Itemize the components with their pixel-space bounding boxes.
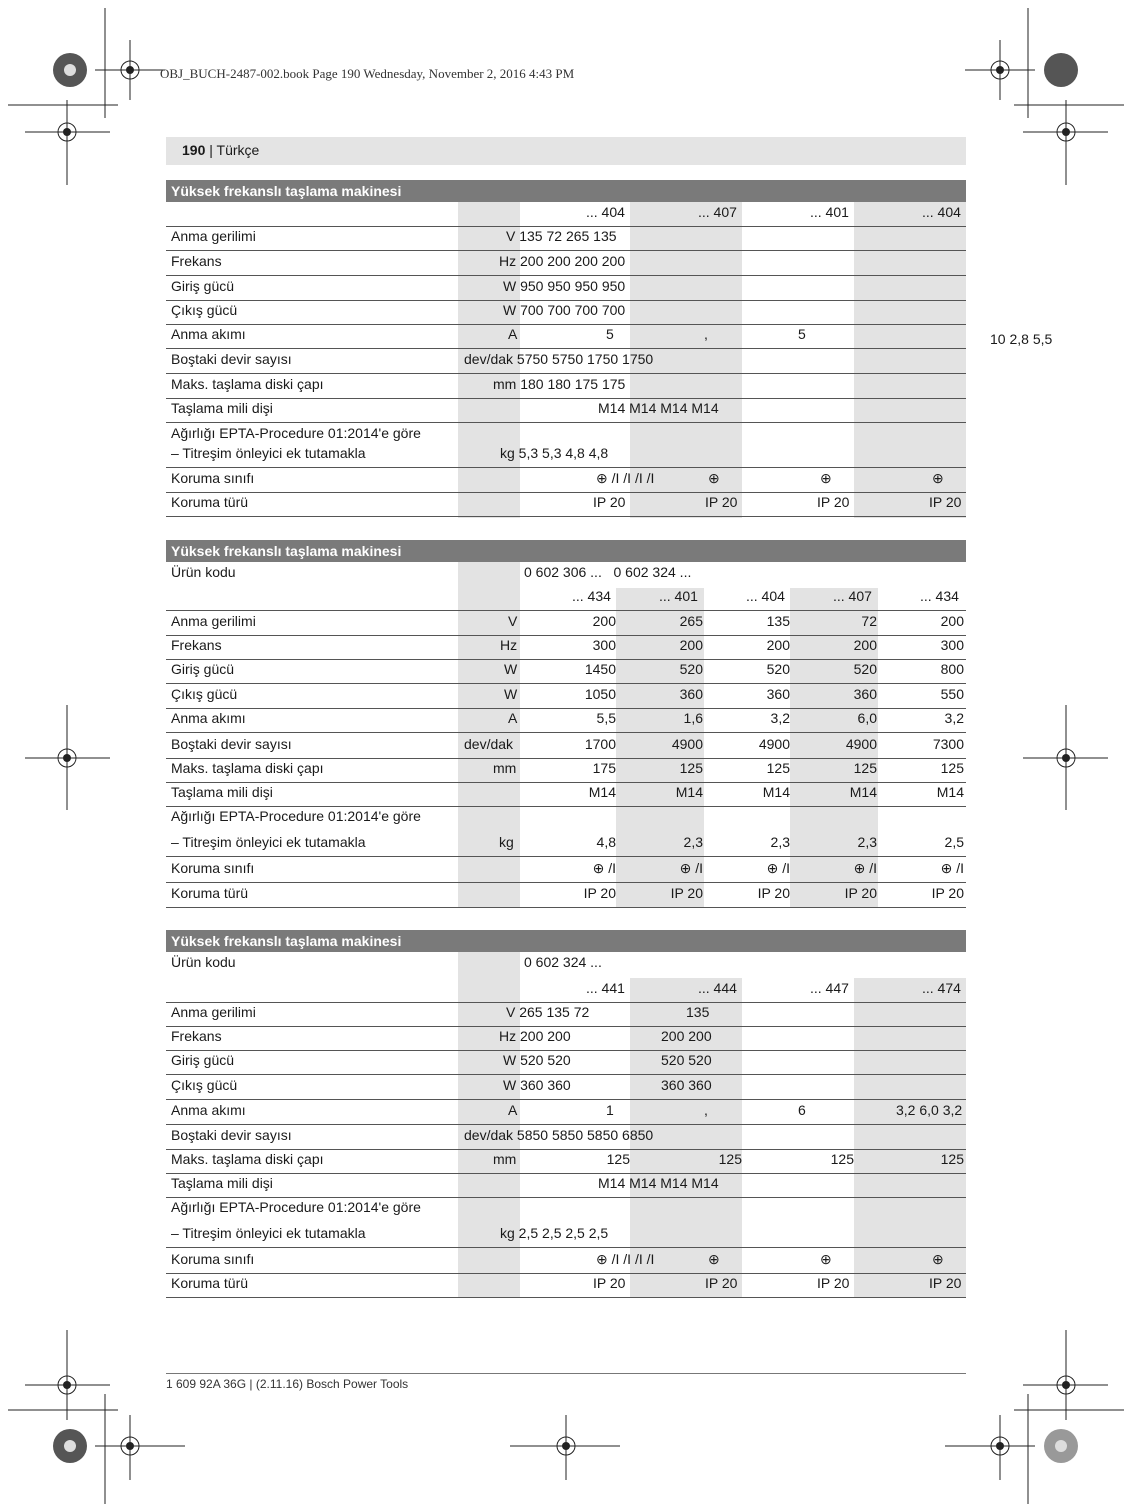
product-codes: 0 602 324 ... [524, 954, 602, 970]
cell-value: IP 20 [844, 885, 877, 901]
table-row [166, 278, 966, 301]
table-row [166, 1151, 966, 1174]
row-values: W 950 950 950 950 [503, 278, 626, 294]
table-row [166, 885, 966, 908]
row-label: Anma akımı [171, 710, 246, 726]
table-header-row [166, 588, 966, 611]
cell-value: ⊕ /I [853, 860, 877, 876]
page-header [182, 142, 259, 158]
cell-value: 1050 [584, 686, 616, 702]
row-unit: V [508, 613, 518, 629]
row-label: Çıkış gücü [171, 686, 238, 702]
row-label: Koruma sınıfı [171, 1251, 255, 1267]
row-label: Ürün kodu [171, 954, 236, 970]
cell-value: IP 20 [757, 885, 790, 901]
cell-value: , [704, 1102, 708, 1118]
table-row [166, 637, 966, 660]
cell-value: 175 [592, 760, 616, 776]
cell-value: 550 [940, 686, 964, 702]
table-row [166, 400, 966, 423]
row-unit: mm [493, 1151, 517, 1167]
spec-table-3 [166, 930, 966, 1302]
cell-value: ⊕ [932, 1251, 944, 1267]
row-values: 200 200 [661, 1028, 712, 1044]
cell-value: IP 20 [931, 885, 964, 901]
cell-value: M14 [762, 784, 790, 800]
row-sublabel: – Titreşim önleyici ek tutamakla [171, 834, 366, 850]
table-row [166, 808, 966, 857]
cell-value: ⊕ /I [940, 860, 964, 876]
column-header: ... 401 [810, 204, 849, 220]
table-row [166, 736, 966, 759]
table-row [166, 710, 966, 733]
cell-value: 2,3 [683, 834, 703, 850]
cell-value: M14 [849, 784, 877, 800]
row-label: Ağırlığı EPTA-Procedure 01:2014'e göre [171, 425, 421, 441]
column-header: ... 444 [698, 980, 737, 996]
page-language: Türkçe [216, 142, 260, 158]
table-row [166, 376, 966, 399]
page-separator: | [209, 142, 213, 158]
cell-value: 3,2 6,0 3,2 [896, 1102, 963, 1118]
stray-values: 10 2,8 5,5 [990, 331, 1053, 347]
cell-value: 125 [718, 1151, 742, 1167]
row-values: kg 2,5 2,5 2,5 2,5 [500, 1225, 609, 1241]
cell-value: 360 [679, 686, 703, 702]
row-unit: A [508, 710, 518, 726]
cell-value: ⊕ /I [592, 860, 616, 876]
row-label: Anma akımı [171, 326, 246, 342]
row-values: mm 180 180 175 175 [493, 376, 626, 392]
cell-value: IP 20 [583, 885, 616, 901]
row-label: Ürün kodu [171, 564, 236, 580]
table-row [166, 1077, 966, 1100]
cell-value: 5 [798, 326, 806, 342]
cell-value: IP 20 [929, 1275, 962, 1291]
row-label: Anma gerilimi [171, 613, 256, 629]
row-unit: W [504, 661, 518, 677]
row-values: M14 M14 M14 M14 [598, 400, 719, 416]
row-label: Giriş gücü [171, 1052, 235, 1068]
cell-value: 200 [940, 613, 964, 629]
cell-value: M14 [588, 784, 616, 800]
cell-value: 135 [766, 613, 790, 629]
cell-value: 200 [766, 637, 790, 653]
cell-value: 125 [766, 760, 790, 776]
cell-value: 265 [679, 613, 703, 629]
table-row [166, 1251, 966, 1274]
page-number: 190 [182, 142, 206, 158]
cell-value: 4900 [671, 736, 703, 752]
table-row [166, 1028, 966, 1051]
row-values: dev/dak 5750 5750 1750 1750 [464, 351, 654, 367]
table-row [166, 470, 966, 493]
column-header: ... 434 [572, 588, 611, 604]
row-label: Koruma sınıfı [171, 470, 255, 486]
cell-value: 300 [940, 637, 964, 653]
row-label: Maks. taşlama diski çapı [171, 376, 324, 392]
cell-value: 1,6 [683, 710, 703, 726]
cell-value: 4,8 [596, 834, 616, 850]
page-footer: 1 609 92A 36G | (2.11.16) Bosch Power Tools [166, 1377, 409, 1391]
cell-value: IP 20 [817, 494, 850, 510]
cell-value: , [704, 326, 708, 342]
row-label: Anma akımı [171, 1102, 246, 1118]
cell-value: IP 20 [593, 1275, 626, 1291]
row-label: Maks. taşlama diski çapı [171, 760, 324, 776]
cell-value: 125 [606, 1151, 630, 1167]
row-label: Çıkış gücü [171, 302, 238, 318]
cell-value: IP 20 [705, 494, 738, 510]
cell-value: 2,3 [857, 834, 877, 850]
column-header: ... 447 [810, 980, 849, 996]
row-values: 135 [686, 1004, 710, 1020]
spec-table-1 [166, 180, 966, 520]
cell-value: 520 [679, 661, 703, 677]
cell-value: M14 [675, 784, 703, 800]
row-label: Maks. taşlama diski çapı [171, 1151, 324, 1167]
table-row [166, 1102, 966, 1125]
table-row [166, 1004, 966, 1027]
cell-value: 1700 [584, 736, 616, 752]
row-label: Koruma türü [171, 885, 249, 901]
cell-value: 125 [853, 760, 877, 776]
cell-value: 72 [861, 613, 877, 629]
row-label: Anma gerilimi [171, 1004, 256, 1020]
column-header: ... 404 [922, 204, 961, 220]
row-label: Taşlama mili dişi [171, 400, 273, 416]
table-row [166, 253, 966, 276]
row-label: Ağırlığı EPTA-Procedure 01:2014'e göre [171, 808, 421, 824]
cell-value: 200 [679, 637, 703, 653]
row-label: Çıkış gücü [171, 1077, 238, 1093]
row-label: Giriş gücü [171, 661, 235, 677]
cell-value: 6,0 [857, 710, 877, 726]
row-values: V 265 135 72 [506, 1004, 590, 1020]
row-label: Boştaki devir sayısı [171, 736, 292, 752]
cell-value: ⊕ /I [766, 860, 790, 876]
cell-value: 7300 [932, 736, 964, 752]
product-code-row [166, 564, 966, 586]
row-values: V 135 72 265 135 [506, 228, 617, 244]
cell-value: ⊕ [708, 1251, 720, 1267]
column-header: ... 441 [586, 980, 625, 996]
table-title: Yüksek frekanslı taşlama makinesi [166, 180, 966, 202]
table-title: Yüksek frekanslı taşlama makinesi [166, 930, 966, 952]
row-values: W 360 360 [503, 1077, 571, 1093]
cell-value: 360 [766, 686, 790, 702]
row-label: Koruma türü [171, 1275, 249, 1291]
cell-value: 5 [606, 326, 614, 342]
column-header: ... 401 [659, 588, 698, 604]
product-codes: 0 602 306 ... 0 602 324 ... [524, 564, 692, 580]
row-unit: Hz [500, 637, 518, 653]
table-title: Yüksek frekanslı taşlama makinesi [166, 540, 966, 562]
row-values: 520 520 [661, 1052, 712, 1068]
page-header-bar [166, 137, 966, 165]
row-values: Hz 200 200 200 200 [499, 253, 626, 269]
row-unit: W [504, 686, 518, 702]
cell-value: ⊕ [708, 470, 720, 486]
row-label: Frekans [171, 637, 222, 653]
table-row [166, 228, 966, 251]
table-row [166, 1052, 966, 1075]
row-label: Taşlama mili dişi [171, 1175, 273, 1191]
cell-value: 125 [940, 760, 964, 776]
cell-value: 300 [592, 637, 616, 653]
column-header: ... 404 [746, 588, 785, 604]
table-row [166, 1175, 966, 1198]
row-values: kg 5,3 5,3 4,8 4,8 [500, 445, 609, 461]
row-values: Hz 200 200 [499, 1028, 571, 1044]
cell-value: 200 [853, 637, 877, 653]
cell-value: 520 [766, 661, 790, 677]
table-row [166, 494, 966, 517]
cell-value: 360 [853, 686, 877, 702]
row-label: Koruma sınıfı [171, 860, 255, 876]
table-row [166, 1275, 966, 1298]
cell-value: ⊕ /I [679, 860, 703, 876]
table-row [166, 760, 966, 783]
row-label: Koruma türü [171, 494, 249, 510]
row-label: Taşlama mili dişi [171, 784, 273, 800]
cell-value: 2,3 [770, 834, 790, 850]
row-label: Giriş gücü [171, 278, 235, 294]
table-row [166, 613, 966, 636]
cell-value: 800 [940, 661, 964, 677]
cell-value: 4900 [758, 736, 790, 752]
column-header: ... 474 [922, 980, 961, 996]
cell-value: ⊕ /I /I /I /I [596, 1251, 655, 1267]
row-label: Frekans [171, 253, 222, 269]
row-sublabel: – Titreşim önleyici ek tutamakla [171, 1225, 366, 1241]
table-row [166, 661, 966, 684]
cell-value: 4900 [845, 736, 877, 752]
table-row [166, 326, 966, 349]
row-label: Boştaki devir sayısı [171, 351, 292, 367]
table-row [166, 1199, 966, 1248]
cell-value: IP 20 [593, 494, 626, 510]
column-header: ... 434 [920, 588, 959, 604]
row-unit: kg [499, 834, 514, 850]
cell-value: IP 20 [705, 1275, 738, 1291]
table-row [166, 302, 966, 325]
row-unit: A [508, 326, 518, 342]
row-label: Anma gerilimi [171, 228, 256, 244]
table-row [166, 860, 966, 883]
cell-value: 125 [679, 760, 703, 776]
footer-divider [166, 1373, 966, 1374]
row-label: Ağırlığı EPTA-Procedure 01:2014'e göre [171, 1199, 421, 1215]
table-row [166, 686, 966, 709]
column-header: ... 407 [833, 588, 872, 604]
cell-value: 3,2 [770, 710, 790, 726]
cell-value: 1450 [584, 661, 616, 677]
row-unit: mm [493, 760, 517, 776]
table-header-row [166, 204, 966, 227]
row-unit: dev/dak [464, 736, 514, 752]
cell-value: ⊕ [820, 1251, 832, 1267]
table-row [166, 425, 966, 468]
cell-value: IP 20 [670, 885, 703, 901]
cell-value: 5,5 [596, 710, 616, 726]
cell-value: 3,2 [944, 710, 964, 726]
cell-value: 125 [940, 1151, 964, 1167]
cell-value: IP 20 [817, 1275, 850, 1291]
cell-value: 1 [606, 1102, 614, 1118]
cell-value: 200 [592, 613, 616, 629]
row-unit: A [508, 1102, 518, 1118]
column-header: ... 407 [698, 204, 737, 220]
cell-value: 6 [798, 1102, 806, 1118]
column-header: ... 404 [586, 204, 625, 220]
product-code-row [166, 954, 966, 976]
cell-value: ⊕ [932, 470, 944, 486]
cell-value: ⊕ [820, 470, 832, 486]
spec-table-2 [166, 540, 966, 912]
table-row [166, 351, 966, 374]
row-label: Boştaki devir sayısı [171, 1127, 292, 1143]
cell-value: ⊕ /I /I /I /I [596, 470, 655, 486]
cell-value: 2,5 [944, 834, 964, 850]
row-label: Frekans [171, 1028, 222, 1044]
row-values: W 700 700 700 700 [503, 302, 626, 318]
row-values: dev/dak 5850 5850 5850 6850 [464, 1127, 654, 1143]
cell-value: M14 [936, 784, 964, 800]
print-header: OBJ_BUCH-2487-002.book Page 190 Wednesday, November 2, 2016 4:43 PM [160, 66, 575, 81]
cell-value: 125 [830, 1151, 854, 1167]
cell-value: 520 [853, 661, 877, 677]
row-sublabel: – Titreşim önleyici ek tutamakla [171, 445, 366, 461]
row-values: M14 M14 M14 M14 [598, 1175, 719, 1191]
cell-value: IP 20 [929, 494, 962, 510]
table-row [166, 784, 966, 807]
table-header-row [166, 980, 966, 1003]
row-values: W 520 520 [503, 1052, 571, 1068]
table-row [166, 1127, 966, 1150]
row-values: 360 360 [661, 1077, 712, 1093]
